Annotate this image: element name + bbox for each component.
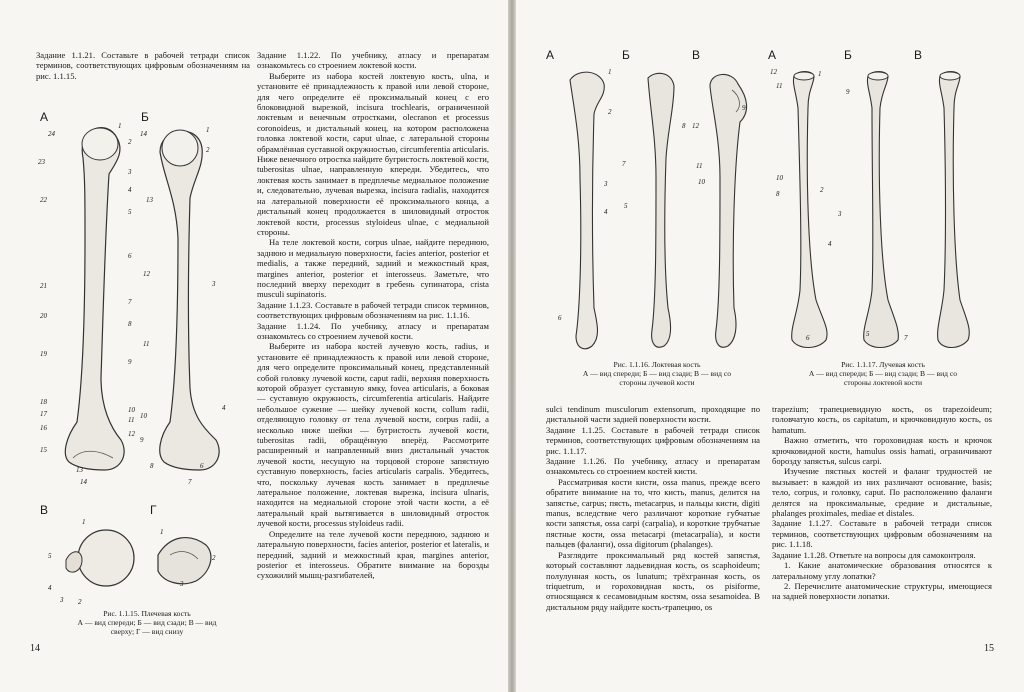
fig115-b-num-11: 11 [143, 340, 150, 348]
fig115-caption-body: А — вид спереди; Б — вид сзади; В — вид сверху; Г — вид снизу [77, 618, 217, 636]
fig115-b-num-4: 4 [222, 404, 226, 412]
fig115-a-num-18: 18 [40, 398, 47, 406]
fig115-b-num-1: 1 [206, 126, 210, 134]
fig115-a-num-17: 17 [40, 410, 47, 418]
fig115-b-num-6: 6 [200, 462, 204, 470]
para-ulna-2: На теле локтевой кости, corpus ulnae, найдите переднюю, заднюю и медиальную поверхности, facies anterior, posterior et medialis, а также передний, задний и межкостный края, margines anterior, posterior et interosseus. Заметьте, что последний вверху переходит в гребень супинатора, crista musculi supinatoris. [257, 237, 489, 300]
task-125: Задание 1.1.25. Составьте в рабочей тетради список терминов, соответствующих цифровым обозначениям на рис. 1.1.17. [546, 424, 760, 456]
fig116-num-9: 9 [742, 104, 746, 112]
fig115-a-num-11: 11 [128, 416, 135, 424]
fig115-v-num-2: 2 [78, 598, 82, 606]
left-page-number: 14 [30, 643, 40, 654]
fig116-num-8: 8 [682, 122, 686, 130]
right-page-number: 15 [984, 643, 994, 654]
fig116-num-7: 7 [622, 160, 626, 168]
para-hand-1: Рассматривая кости кисти, ossa manus, прежде всего обратите внимание на то, что кисть, manus, делится на запястье, carpus; пясть, metacarpus, и пальцы кисти, digiti manus, вследствие чего различают короткие губчатые кости запястья, ossa carpi (carpalia), и короткие трубчатые пястные кости, ossa metacarpi (metacarpalia), и кости пальцев (фаланги), ossa digitorum (phalanges). [546, 476, 760, 550]
fig116-num-6: 6 [558, 314, 562, 322]
fig117-caption [808, 360, 958, 387]
fig115-a-num-5: 5 [128, 208, 132, 216]
fig115-a-num-3: 3 [128, 168, 132, 176]
fig117-num-5: 5 [866, 330, 870, 338]
fig116-caption-title: Рис. 1.1.16. Локтевая кость [613, 360, 701, 369]
fig115-b-num-2: 2 [206, 146, 210, 154]
fig115-label-b: Б [141, 110, 149, 124]
fig115-a-num-1: 1 [118, 122, 122, 130]
fig115-a-num-23: 23 [38, 158, 45, 166]
fig116-label-a: А [546, 48, 555, 62]
fig115-a-num-10: 10 [128, 406, 135, 414]
question-1: 1. Какие анатомические образования относятся к латеральному углу лопатки? [772, 560, 992, 581]
task-123: Задание 1.1.23. Составьте в рабочей тетради список терминов, соответствующих цифровым обозначениям на рис. 1.1.16. [257, 299, 489, 321]
fig115-a-num-14: 14 [80, 478, 87, 486]
fig115-a-num-13: 13 [76, 466, 83, 474]
fig115-b-num-9: 9 [140, 436, 144, 444]
task-126: Задание 1.1.26. По учебнику, атласу и препаратам ознакомьтесь со строением костей кисти. [546, 456, 760, 477]
right-col2-text [772, 404, 992, 654]
para-sulci: sulci tendinum musculorum extensorum, проходящие по дистальной части задней поверхности кости. [546, 404, 760, 425]
task-122: Задание 1.1.22. По учебнику, атласу и препаратам ознакомьтесь со строением локтевой кости. [257, 50, 489, 71]
fig115-a-num-21: 21 [40, 282, 47, 290]
fig115-a-num-12: 12 [128, 430, 135, 438]
fig115-a-num-22: 22 [40, 196, 47, 204]
fig117-num-6: 6 [806, 334, 810, 342]
left-col2-text [257, 50, 489, 650]
book-gutter [508, 0, 516, 692]
fig115-b-num-14: 14 [140, 130, 147, 138]
fig115-b-num-13: 13 [146, 196, 153, 204]
fig115-b-num-7: 7 [188, 478, 192, 486]
fig117-caption-title: Рис. 1.1.17. Лучевая кость [841, 360, 925, 369]
para-radius-1: Выберите из набора костей лучевую кость, radius, и установите её принадлежность к правой или левой стороне, для чего определите проксимальный конец, представленный собой головку лучевой кости, caput radii, верхняя поверхность которой образует суставную ямку, fovea articularis, а боковая — суставную окружность, circumferentia articularis. Найдите небольшое сужение — шейку лучевой кости, collum radii, отделяющую головку от тела лучевой кости, corpus radii, а несколько ниже шейки — бугристость лучевой кости, tuberositas radii, обращённую вперёд. Рассмотрите расширенный и направленный вниз дистальный участок лучевой кости, несущую на торцовой стороне запястную суставную поверхность, facies articularis carpalis. Убедитесь, что, поскольку лучевая кость занимает в предплечье латеральное положение, локтевая вырезка, incisura ulnaris, находится на медиальной стороне этой части кости, а её латеральный край вытягивается в шиловидный отросток лучевой кости, processus styloideus radii. [257, 341, 489, 529]
fig116-num-1: 1 [608, 68, 612, 76]
fig115-a-num-6: 6 [128, 252, 132, 260]
humerus-top-drawing [58, 520, 138, 595]
fig117-num-10: 10 [776, 174, 783, 182]
para-ulna-1: Выберите из набора костей локтевую кость, ulna, и установите её принадлежность к правой или левой стороне, для чего определите её проксимальный конец с его блоковидной вырезкой, incisura trochlearis, ограниченной локтевым и венечным отростками, olecranon et processus coronoideus, и дистальный конец, на котором расположена головка локтевой кости, caput ulnae, с латеральной стороны обрамлённая суставной окружностью, circumferentia articularis. Ниже венечного отростка найдите бугристость локтевой кости, tuberositas ulnae, направленную кпереди. Убедитесь, что локтевая кость занимает в предплечье медиальное положение и, следовательно, лучевая вырезка, incisura radialis, находится на латеральной поверхности её проксимального конца, а дистальный конец продолжается в шиловидный отросток локтевой кости, processus styloideus ulnae, с медиальной стороны. [257, 70, 489, 237]
fig115-b-num-12: 12 [143, 270, 150, 278]
fig117-num-3: 3 [838, 210, 842, 218]
fig115-a-num-7: 7 [128, 298, 132, 306]
fig115-a-num-2: 2 [128, 138, 132, 146]
fig115-b-num-8: 8 [150, 462, 154, 470]
task-128: Задание 1.1.28. Ответьте на вопросы для самоконтроля. [772, 549, 976, 560]
ulna-back-drawing [638, 68, 688, 353]
fig117-num-9: 9 [846, 88, 850, 96]
ulna-side-drawing [702, 68, 762, 353]
right-page [516, 0, 1024, 692]
fig115-v-num-1: 1 [82, 518, 86, 526]
fig115-g-num-2: 2 [212, 554, 216, 562]
fig115-v-num-3: 3 [60, 596, 64, 604]
fig115-a-num-19: 19 [40, 350, 47, 358]
para-radius-2: Определите на теле лучевой кости переднюю, заднюю и латеральную поверхности, facies anterior, posterior et lateralis, и передний, задний и межкостный края, margines anterior, posterior et interosseus. Обратите внимание на борозды сухожилий мышц-разгибателей, [257, 528, 489, 581]
fig117-label-v: В [914, 48, 923, 62]
fig117-caption-body: А — вид спереди; Б — вид сзади; В — вид со стороны локтевой кости [808, 369, 958, 387]
task-127: Задание 1.1.27. Составьте в рабочей тетради список терминов, соответствующих цифровым обозначениям на рис. 1.1.18. [772, 518, 992, 550]
fig116-caption [582, 360, 732, 387]
fig116-num-10: 10 [698, 178, 705, 186]
fig117-num-4: 4 [828, 240, 832, 248]
fig117-num-7: 7 [904, 334, 908, 342]
para-carpus: trapezium; трапециевидную кость, os trapezoideum; головчатую кость, os capitatum, и крючковидную кость, os hamatum. [772, 404, 992, 435]
right-col1-text [546, 404, 760, 654]
fig116-caption-body: А — вид спереди; Б — вид сзади; В — вид со стороны лучевой кости [582, 369, 732, 387]
fig116-label-b: Б [622, 48, 630, 62]
question-2: 2. Перечислите анатомические структуры, имеющиеся на задней поверхности лопатки. [772, 580, 992, 602]
fig117-num-2: 2 [820, 186, 824, 194]
fig115-a-num-4: 4 [128, 186, 132, 194]
fig115-v-num-5: 5 [48, 552, 52, 560]
fig115-a-num-9: 9 [128, 358, 132, 366]
fig117-num-1: 1 [818, 70, 822, 78]
para-hand-2: Разглядите проксимальный ряд костей запястья, который составляют ладьевидная кость, os scaphoideum; полулунная кость, os lunatum; трёхгранная кость, os triquetrum, и гороховидная кость, os pisiforme, относящаяся к сесамовидным костям, ossa sesamoidea. В дистальном ряду найдите кость-трапецию, os [546, 549, 760, 612]
fig115-a-num-15: 15 [40, 446, 47, 454]
fig115-caption [72, 609, 222, 636]
fig116-num-5: 5 [624, 202, 628, 210]
radius-side-drawing [926, 68, 986, 353]
fig115-a-num-8: 8 [128, 320, 132, 328]
fig115-label-g: Г [150, 503, 157, 517]
fig117-num-8: 8 [776, 190, 780, 198]
fig116-num-11: 11 [696, 162, 703, 170]
fig115-a-num-24: 24 [48, 130, 55, 138]
fig116-num-4: 4 [604, 208, 608, 216]
fig117-num-11: 11 [776, 82, 783, 90]
fig115-g-num-3: 3 [180, 580, 184, 588]
fig115-v-num-4: 4 [48, 584, 52, 592]
fig116-num-3: 3 [604, 180, 608, 188]
fig116-label-v: В [692, 48, 701, 62]
fig117-num-12: 12 [770, 68, 777, 76]
left-page [0, 0, 508, 692]
fig116-num-2: 2 [608, 108, 612, 116]
radius-front-drawing [782, 68, 842, 353]
fig115-a-num-20: 20 [40, 312, 47, 320]
para-sulcus-carpi: Важно отметить, что гороховидная кость и крючок крючковидной кости, hamulus ossis hamati, ограничивают борозду запястья, sulcus carpi. [772, 435, 992, 467]
fig115-caption-title: Рис. 1.1.15. Плечевая кость [103, 609, 191, 618]
radius-back-drawing [856, 68, 916, 353]
fig115-b-num-3: 3 [212, 280, 216, 288]
para-phalanges: Изучение пястных костей и фаланг трудностей не вызывает: в каждой из них различают основание, basis; тело, corpus, и головку, caput. По расположению фаланги делятся на проксимальные, средние и дистальные, phalanges proximales, mediae et distales. [772, 466, 992, 519]
fig115-g-num-1: 1 [160, 528, 164, 536]
fig117-label-b: Б [844, 48, 852, 62]
fig115-b-num-10: 10 [140, 412, 147, 420]
fig117-label-a: А [768, 48, 777, 62]
task-121-text: Задание 1.1.21. Составьте в рабочей тетради список терминов, соответствующих цифровым обозначениям на рис. 1.1.15. [36, 50, 250, 81]
fig116-num-12: 12 [692, 122, 699, 130]
fig115-label-v: В [40, 503, 49, 517]
humerus-back-drawing [150, 118, 240, 488]
fig115-a-num-16: 16 [40, 424, 47, 432]
task-124: Задание 1.1.24. По учебнику, атласу и препаратам ознакомьтесь со строением лучевой кости. [257, 320, 489, 341]
fig115-label-a: А [40, 110, 49, 124]
